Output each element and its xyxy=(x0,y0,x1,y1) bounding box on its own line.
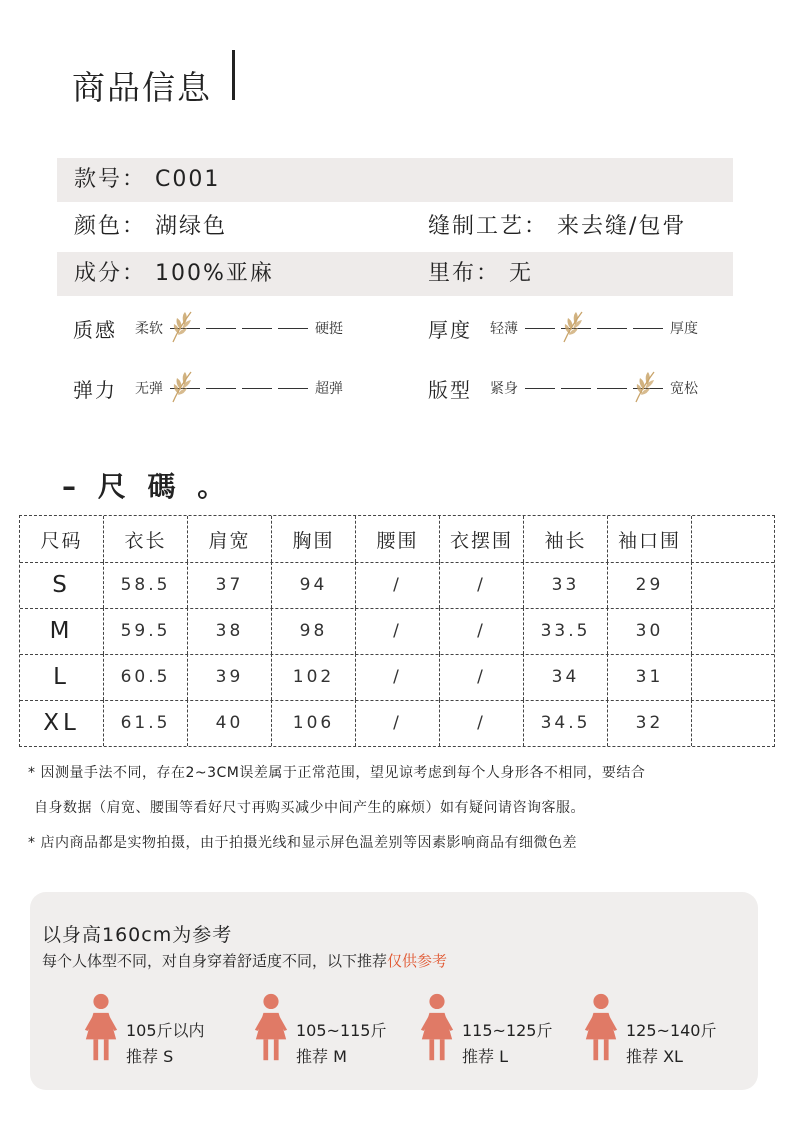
weight-range: 105~115斤 xyxy=(296,1021,387,1040)
slider-low-label: 无弹 xyxy=(135,381,163,397)
slider-track xyxy=(522,388,666,389)
table-cell: / xyxy=(440,562,524,608)
leaf-marker-icon xyxy=(632,368,658,404)
note-line-2: 自身数据（肩宽、腰围等看好尺寸再购买减少中间产生的麻烦）如有疑问请咨询客服。 xyxy=(34,800,585,816)
table-cell: / xyxy=(440,700,524,746)
slider-track xyxy=(167,388,311,389)
table-cell xyxy=(692,654,774,700)
table-header-cell: 尺码 xyxy=(20,516,104,562)
table-cell: / xyxy=(440,608,524,654)
slider-low-label: 柔软 xyxy=(135,321,163,337)
size-section-title: – 尺 碼 。 xyxy=(62,470,232,503)
table-row xyxy=(20,700,774,746)
leaf-marker-icon xyxy=(169,368,195,404)
weight-range: 105斤以内 xyxy=(126,1021,205,1040)
slider-segment xyxy=(525,328,555,329)
table-cell: 29 xyxy=(608,562,692,608)
table-cell: 33.5 xyxy=(524,608,608,654)
table-row xyxy=(20,562,774,608)
size-cell: S xyxy=(20,562,104,608)
table-cell: 38 xyxy=(188,608,272,654)
table-cell: / xyxy=(356,654,440,700)
slider-track xyxy=(522,328,666,329)
recommend-figure xyxy=(82,992,252,1072)
table-cell: 59.5 xyxy=(104,608,188,654)
table-cell: 34.5 xyxy=(524,700,608,746)
table-cell xyxy=(692,562,774,608)
leaf-marker-icon xyxy=(560,308,586,344)
slider-segment xyxy=(206,328,236,329)
table-cell: / xyxy=(440,654,524,700)
table-cell: 34 xyxy=(524,654,608,700)
table-cell: 102 xyxy=(272,654,356,700)
table-cell xyxy=(692,608,774,654)
table-header-cell xyxy=(692,516,774,562)
table-header-cell: 胸围 xyxy=(272,516,356,562)
table-header-cell: 腰围 xyxy=(356,516,440,562)
table-cell: / xyxy=(356,608,440,654)
slider-segment xyxy=(278,328,308,329)
title-bar xyxy=(232,50,235,100)
style-no-text: 款号： C001 xyxy=(74,167,221,192)
sewing-text: 缝制工艺： 来去缝/包骨 xyxy=(428,214,687,239)
size-table xyxy=(19,515,775,747)
slider-2 xyxy=(73,368,343,408)
weight-range: 125~140斤 xyxy=(626,1021,717,1040)
table-header-cell: 衣长 xyxy=(104,516,188,562)
slider-label: 弹力 xyxy=(73,377,117,402)
slider-label: 质感 xyxy=(73,317,117,342)
slider-segment xyxy=(561,388,591,389)
recommend-subtitle-accent: 仅供参考 xyxy=(387,952,448,970)
size-recommendation: 推荐 M xyxy=(296,1047,347,1066)
table-cell xyxy=(692,700,774,746)
size-cell: M xyxy=(20,608,104,654)
table-cell: 106 xyxy=(272,700,356,746)
table-row xyxy=(20,654,774,700)
slider-low-label: 轻薄 xyxy=(490,321,518,337)
table-row xyxy=(20,608,774,654)
size-recommendation: 推荐 S xyxy=(126,1047,174,1066)
table-cell: 98 xyxy=(272,608,356,654)
table-cell: 61.5 xyxy=(104,700,188,746)
table-cell: 32 xyxy=(608,700,692,746)
slider-low-label: 紧身 xyxy=(490,381,518,397)
table-cell: 37 xyxy=(188,562,272,608)
lining-text: 里布： 无 xyxy=(428,261,533,286)
note-line-1: * 因测量手法不同，存在2~3CM误差属于正常范围，望见谅考虑到每个人身形各不相同，要结合 xyxy=(28,765,646,781)
info-row-style-no xyxy=(57,158,733,202)
table-cell: 39 xyxy=(188,654,272,700)
recommend-figure xyxy=(252,992,422,1072)
info-row-material xyxy=(57,252,733,296)
slider-1 xyxy=(428,308,698,348)
slider-segment xyxy=(633,328,663,329)
slider-0 xyxy=(73,308,343,348)
slider-high-label: 硬挺 xyxy=(315,321,343,337)
size-recommendation: 推荐 XL xyxy=(626,1047,683,1066)
table-divider xyxy=(20,654,774,655)
table-cell: 30 xyxy=(608,608,692,654)
note-line-3: * 店内商品都是实物拍摄，由于拍摄光线和显示屏色温差别等因素影响商品有细微色差 xyxy=(28,835,577,851)
page-title: 商品信息 xyxy=(72,68,212,107)
table-header-cell: 肩宽 xyxy=(188,516,272,562)
table-header-cell: 袖口围 xyxy=(608,516,692,562)
slider-segment xyxy=(597,388,627,389)
recommend-subtitle xyxy=(42,950,447,971)
table-cell: 31 xyxy=(608,654,692,700)
slider-high-label: 超弹 xyxy=(315,381,343,397)
table-header-row xyxy=(20,516,774,562)
leaf-marker-icon xyxy=(169,308,195,344)
table-header-cell: 衣摆围 xyxy=(440,516,524,562)
slider-segment xyxy=(242,328,272,329)
slider-segment xyxy=(597,328,627,329)
color-text: 颜色： 湖绿色 xyxy=(74,214,227,239)
table-cell: / xyxy=(356,700,440,746)
size-cell: L xyxy=(20,654,104,700)
slider-track xyxy=(167,328,311,329)
recommend-figure xyxy=(582,992,752,1072)
info-row-color xyxy=(57,205,733,249)
table-cell: / xyxy=(356,562,440,608)
slider-3 xyxy=(428,368,698,408)
table-cell: 40 xyxy=(188,700,272,746)
table-divider xyxy=(20,562,774,563)
table-header-cell: 袖长 xyxy=(524,516,608,562)
table-cell: 58.5 xyxy=(104,562,188,608)
slider-segment xyxy=(278,388,308,389)
recommend-card xyxy=(30,892,758,1090)
weight-range: 115~125斤 xyxy=(462,1021,553,1040)
table-cell: 33 xyxy=(524,562,608,608)
table-cell: 60.5 xyxy=(104,654,188,700)
slider-label: 版型 xyxy=(428,377,472,402)
size-cell: XL xyxy=(20,700,104,746)
slider-segment xyxy=(206,388,236,389)
table-divider xyxy=(20,700,774,701)
slider-segment xyxy=(242,388,272,389)
material-text: 成分： 100%亚麻 xyxy=(74,261,274,286)
slider-segment xyxy=(525,388,555,389)
table-divider xyxy=(20,608,774,609)
size-recommendation: 推荐 L xyxy=(462,1047,509,1066)
slider-high-label: 厚度 xyxy=(670,321,698,337)
table-cell: 94 xyxy=(272,562,356,608)
slider-high-label: 宽松 xyxy=(670,381,698,397)
slider-label: 厚度 xyxy=(428,317,472,342)
recommend-figure xyxy=(418,992,588,1072)
recommend-heading: 以身高160cm为参考 xyxy=(42,924,233,946)
recommend-subtitle-text: 每个人体型不同，对自身穿着舒适度不同，以下推荐 xyxy=(42,952,388,970)
